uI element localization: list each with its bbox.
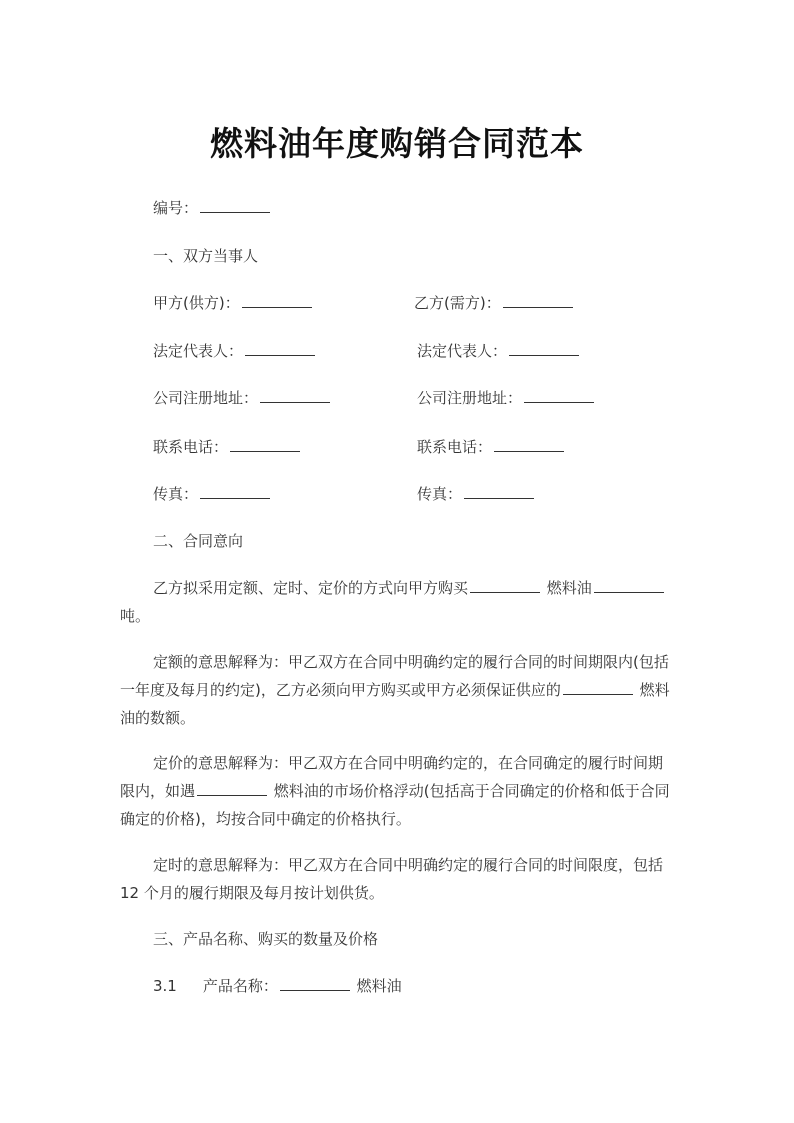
section-2-heading: 二、合同意向 bbox=[153, 532, 244, 550]
section-3-heading: 三、产品名称、购买的数量及价格 bbox=[153, 930, 379, 948]
party-a-fax: 传真： bbox=[153, 484, 272, 504]
item-3-1: 3.1 产品名称： 燃料油 bbox=[153, 977, 402, 995]
oil-type-blank[interactable] bbox=[470, 578, 540, 593]
party-a-rep-blank[interactable] bbox=[245, 341, 315, 356]
document-title: 燃料油年度购销合同范本 bbox=[210, 124, 584, 163]
party-a-phone-blank[interactable] bbox=[230, 437, 300, 452]
contract-number-blank[interactable] bbox=[200, 198, 270, 213]
party-b-address-blank[interactable] bbox=[524, 388, 594, 403]
party-a-name-blank[interactable] bbox=[242, 293, 312, 308]
party-b-fax-blank[interactable] bbox=[464, 484, 534, 499]
quota-oil-blank[interactable] bbox=[563, 680, 633, 695]
party-b-name-blank[interactable] bbox=[503, 293, 573, 308]
paragraph-intent: 乙方拟采用定额、定时、定价的方式向甲方购买 燃料油吨。 bbox=[120, 574, 676, 630]
price-oil-blank[interactable] bbox=[197, 781, 267, 796]
party-b-fax: 传真： bbox=[417, 484, 536, 504]
party-b-address: 公司注册地址： bbox=[417, 388, 596, 408]
quantity-blank[interactable] bbox=[594, 578, 664, 593]
party-a-phone: 联系电话： bbox=[153, 437, 302, 457]
party-a-name: 甲方(供方)： bbox=[153, 293, 314, 313]
party-b-rep-blank[interactable] bbox=[509, 341, 579, 356]
party-a-address: 公司注册地址： bbox=[153, 388, 332, 408]
party-a-address-blank[interactable] bbox=[260, 388, 330, 403]
party-b-phone-blank[interactable] bbox=[494, 437, 564, 452]
party-b-rep: 法定代表人： bbox=[417, 341, 581, 361]
paragraph-quota: 定额的意思解释为：甲乙双方在合同中明确约定的履行合同的时间期限内(包括一年度及每月的约定)，乙方必须向甲方购买或甲方必须保证供应的 燃料油的数额。 bbox=[120, 653, 670, 727]
section-1-heading: 一、双方当事人 bbox=[153, 247, 259, 265]
party-a-rep: 法定代表人： bbox=[153, 341, 317, 361]
party-a-fax-blank[interactable] bbox=[200, 484, 270, 499]
party-b-name: 乙方(需方)： bbox=[414, 293, 575, 313]
paragraph-time: 定时的意思解释为：甲乙双方在合同中明确约定的履行合同的时间限度，包括 12 个月的履行期限及每月按计划供货。 bbox=[120, 856, 664, 902]
contract-number: 编号： bbox=[153, 198, 272, 218]
party-b-phone: 联系电话： bbox=[417, 437, 566, 457]
product-name-blank[interactable] bbox=[280, 976, 350, 991]
paragraph-price: 定价的意思解释为：甲乙双方在合同中明确约定的，在合同确定的履行时间期限内，如遇 燃料油的市场价格浮动(包括高于合同确定的价格和低于合同确定的价格)，均按合同中确定的价格执行。 bbox=[120, 754, 670, 828]
